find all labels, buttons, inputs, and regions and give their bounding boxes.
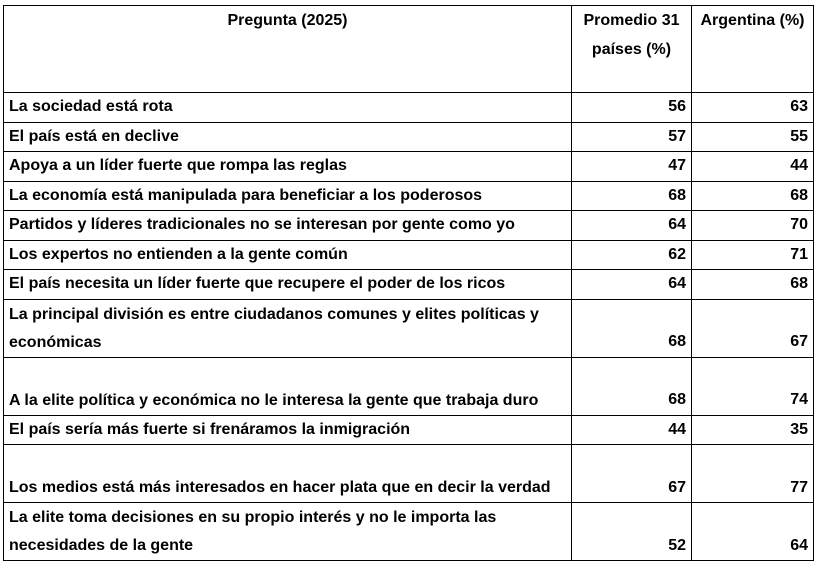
table-row [4,152,814,182]
average-cell: 47 [572,152,692,182]
header-argentina: Argentina (%) [692,6,814,93]
argentina-cell: 68 [692,181,814,211]
table-row [4,270,814,300]
survey-table [3,5,814,561]
average-cell: 56 [572,93,692,123]
table-row [4,415,814,445]
argentina-cell: 63 [692,93,814,123]
table-row [4,445,814,503]
table-row [4,211,814,241]
average-cell: 67 [572,445,692,503]
table-row [4,299,814,357]
question-cell: El país está en declive [4,122,572,152]
question-cell: Los medios está más interesados en hacer plata que en decir la verdad [4,445,572,503]
question-cell: Partidos y líderes tradicionales no se interesan por gente como yo [4,211,572,241]
argentina-cell: 55 [692,122,814,152]
average-cell: 57 [572,122,692,152]
question-cell: La sociedad está rota [4,93,572,123]
argentina-cell: 64 [692,503,814,561]
argentina-cell: 68 [692,270,814,300]
average-cell: 52 [572,503,692,561]
question-cell: Apoya a un líder fuerte que rompa las reglas [4,152,572,182]
question-cell: A la elite política y económica no le interesa la gente que trabaja duro [4,357,572,415]
average-cell: 62 [572,240,692,270]
argentina-cell: 70 [692,211,814,241]
average-cell: 44 [572,415,692,445]
table-row [4,240,814,270]
average-cell: 68 [572,357,692,415]
question-cell: La economía está manipulada para beneficiar a los poderosos [4,181,572,211]
average-cell: 64 [572,211,692,241]
argentina-cell: 35 [692,415,814,445]
question-cell: El país sería más fuerte si frenáramos la inmigración [4,415,572,445]
table-row [4,93,814,123]
average-cell: 64 [572,270,692,300]
argentina-cell: 44 [692,152,814,182]
table-row [4,503,814,561]
header-average: Promedio 31 países (%) [572,6,692,93]
question-cell: El país necesita un líder fuerte que recupere el poder de los ricos [4,270,572,300]
question-cell: Los expertos no entienden a la gente común [4,240,572,270]
question-cell: La principal división es entre ciudadanos comunes y elites políticas y económicas [4,299,572,357]
table-row [4,122,814,152]
question-cell: La elite toma decisiones en su propio interés y no le importa las necesidades de la gente [4,503,572,561]
argentina-cell: 67 [692,299,814,357]
average-cell: 68 [572,181,692,211]
average-cell: 68 [572,299,692,357]
header-question: Pregunta (2025) [4,6,572,93]
argentina-cell: 77 [692,445,814,503]
argentina-cell: 74 [692,357,814,415]
table-row [4,181,814,211]
header-row [4,6,814,93]
table-row [4,357,814,415]
argentina-cell: 71 [692,240,814,270]
